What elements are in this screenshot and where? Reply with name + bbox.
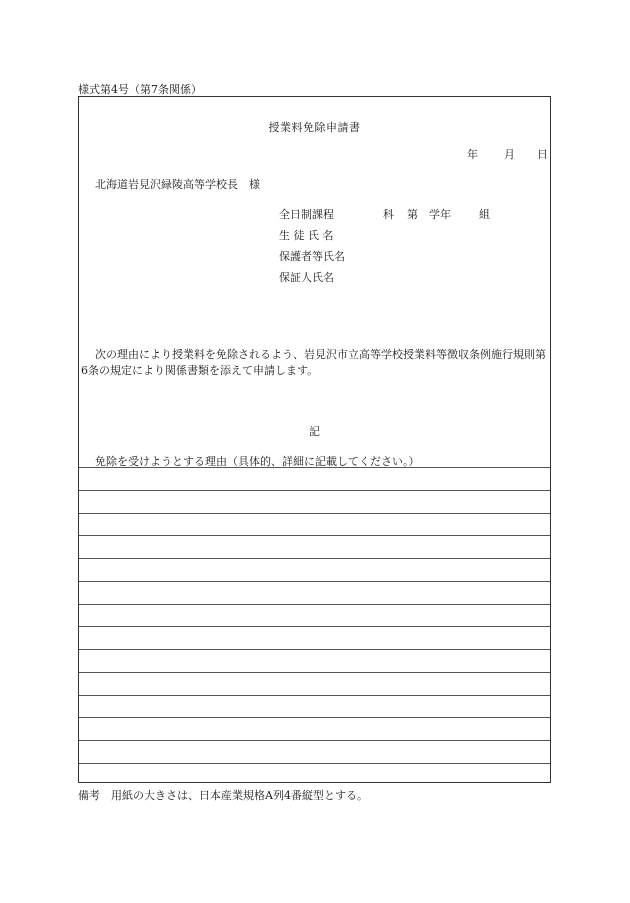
ruled-line [79, 717, 550, 740]
guarantor-name-label: 保証人氏名 [279, 271, 334, 284]
ruled-line [79, 649, 550, 672]
ruled-line [79, 467, 550, 490]
reason-writing-area[interactable] [79, 467, 550, 782]
ruled-line [79, 558, 550, 581]
course-row [279, 206, 490, 222]
date-year-label: 年 [467, 148, 478, 161]
date-month-label: 月 [504, 148, 515, 161]
remarks-note: 備考 用紙の大きさは、日本産業規格A列4番縦型とする。 [78, 789, 368, 802]
application-statement: 次の理由により授業料を免除されるよう、岩見沢市立高等学校授業料等徴収条例施行規則第6条の規定により関係書類を添えて申請します。 [81, 348, 546, 377]
class-label: 組 [479, 208, 490, 221]
application-form [78, 96, 551, 783]
ruled-line [79, 695, 550, 718]
ruled-line [79, 626, 550, 649]
form-title: 授業料免除申請書 [268, 121, 361, 134]
department-label: 科 [383, 208, 394, 221]
date-day-label: 日 [537, 148, 548, 161]
reason-label: 免除を受けようとする理由（具体的、詳細に記載してください。） [95, 455, 420, 468]
ruled-line [79, 604, 550, 627]
year-label: 第 学年 [407, 208, 451, 221]
ruled-line [79, 740, 550, 763]
ruled-line [79, 535, 550, 558]
student-name-label: 生 徒 氏 名 [279, 229, 334, 242]
form-number: 様式第4号（第7条関係） [78, 83, 202, 96]
ki-heading: 記 [309, 425, 320, 438]
ruled-line [79, 581, 550, 604]
guardian-name-label: 保護者等氏名 [279, 250, 345, 263]
ruled-line [79, 513, 550, 536]
ruled-line [79, 672, 550, 695]
addressee: 北海道岩見沢緑陵高等学校長 様 [95, 178, 260, 191]
ruled-line [79, 763, 550, 786]
course-label: 全日制課程 [279, 208, 334, 221]
ruled-line [79, 490, 550, 513]
